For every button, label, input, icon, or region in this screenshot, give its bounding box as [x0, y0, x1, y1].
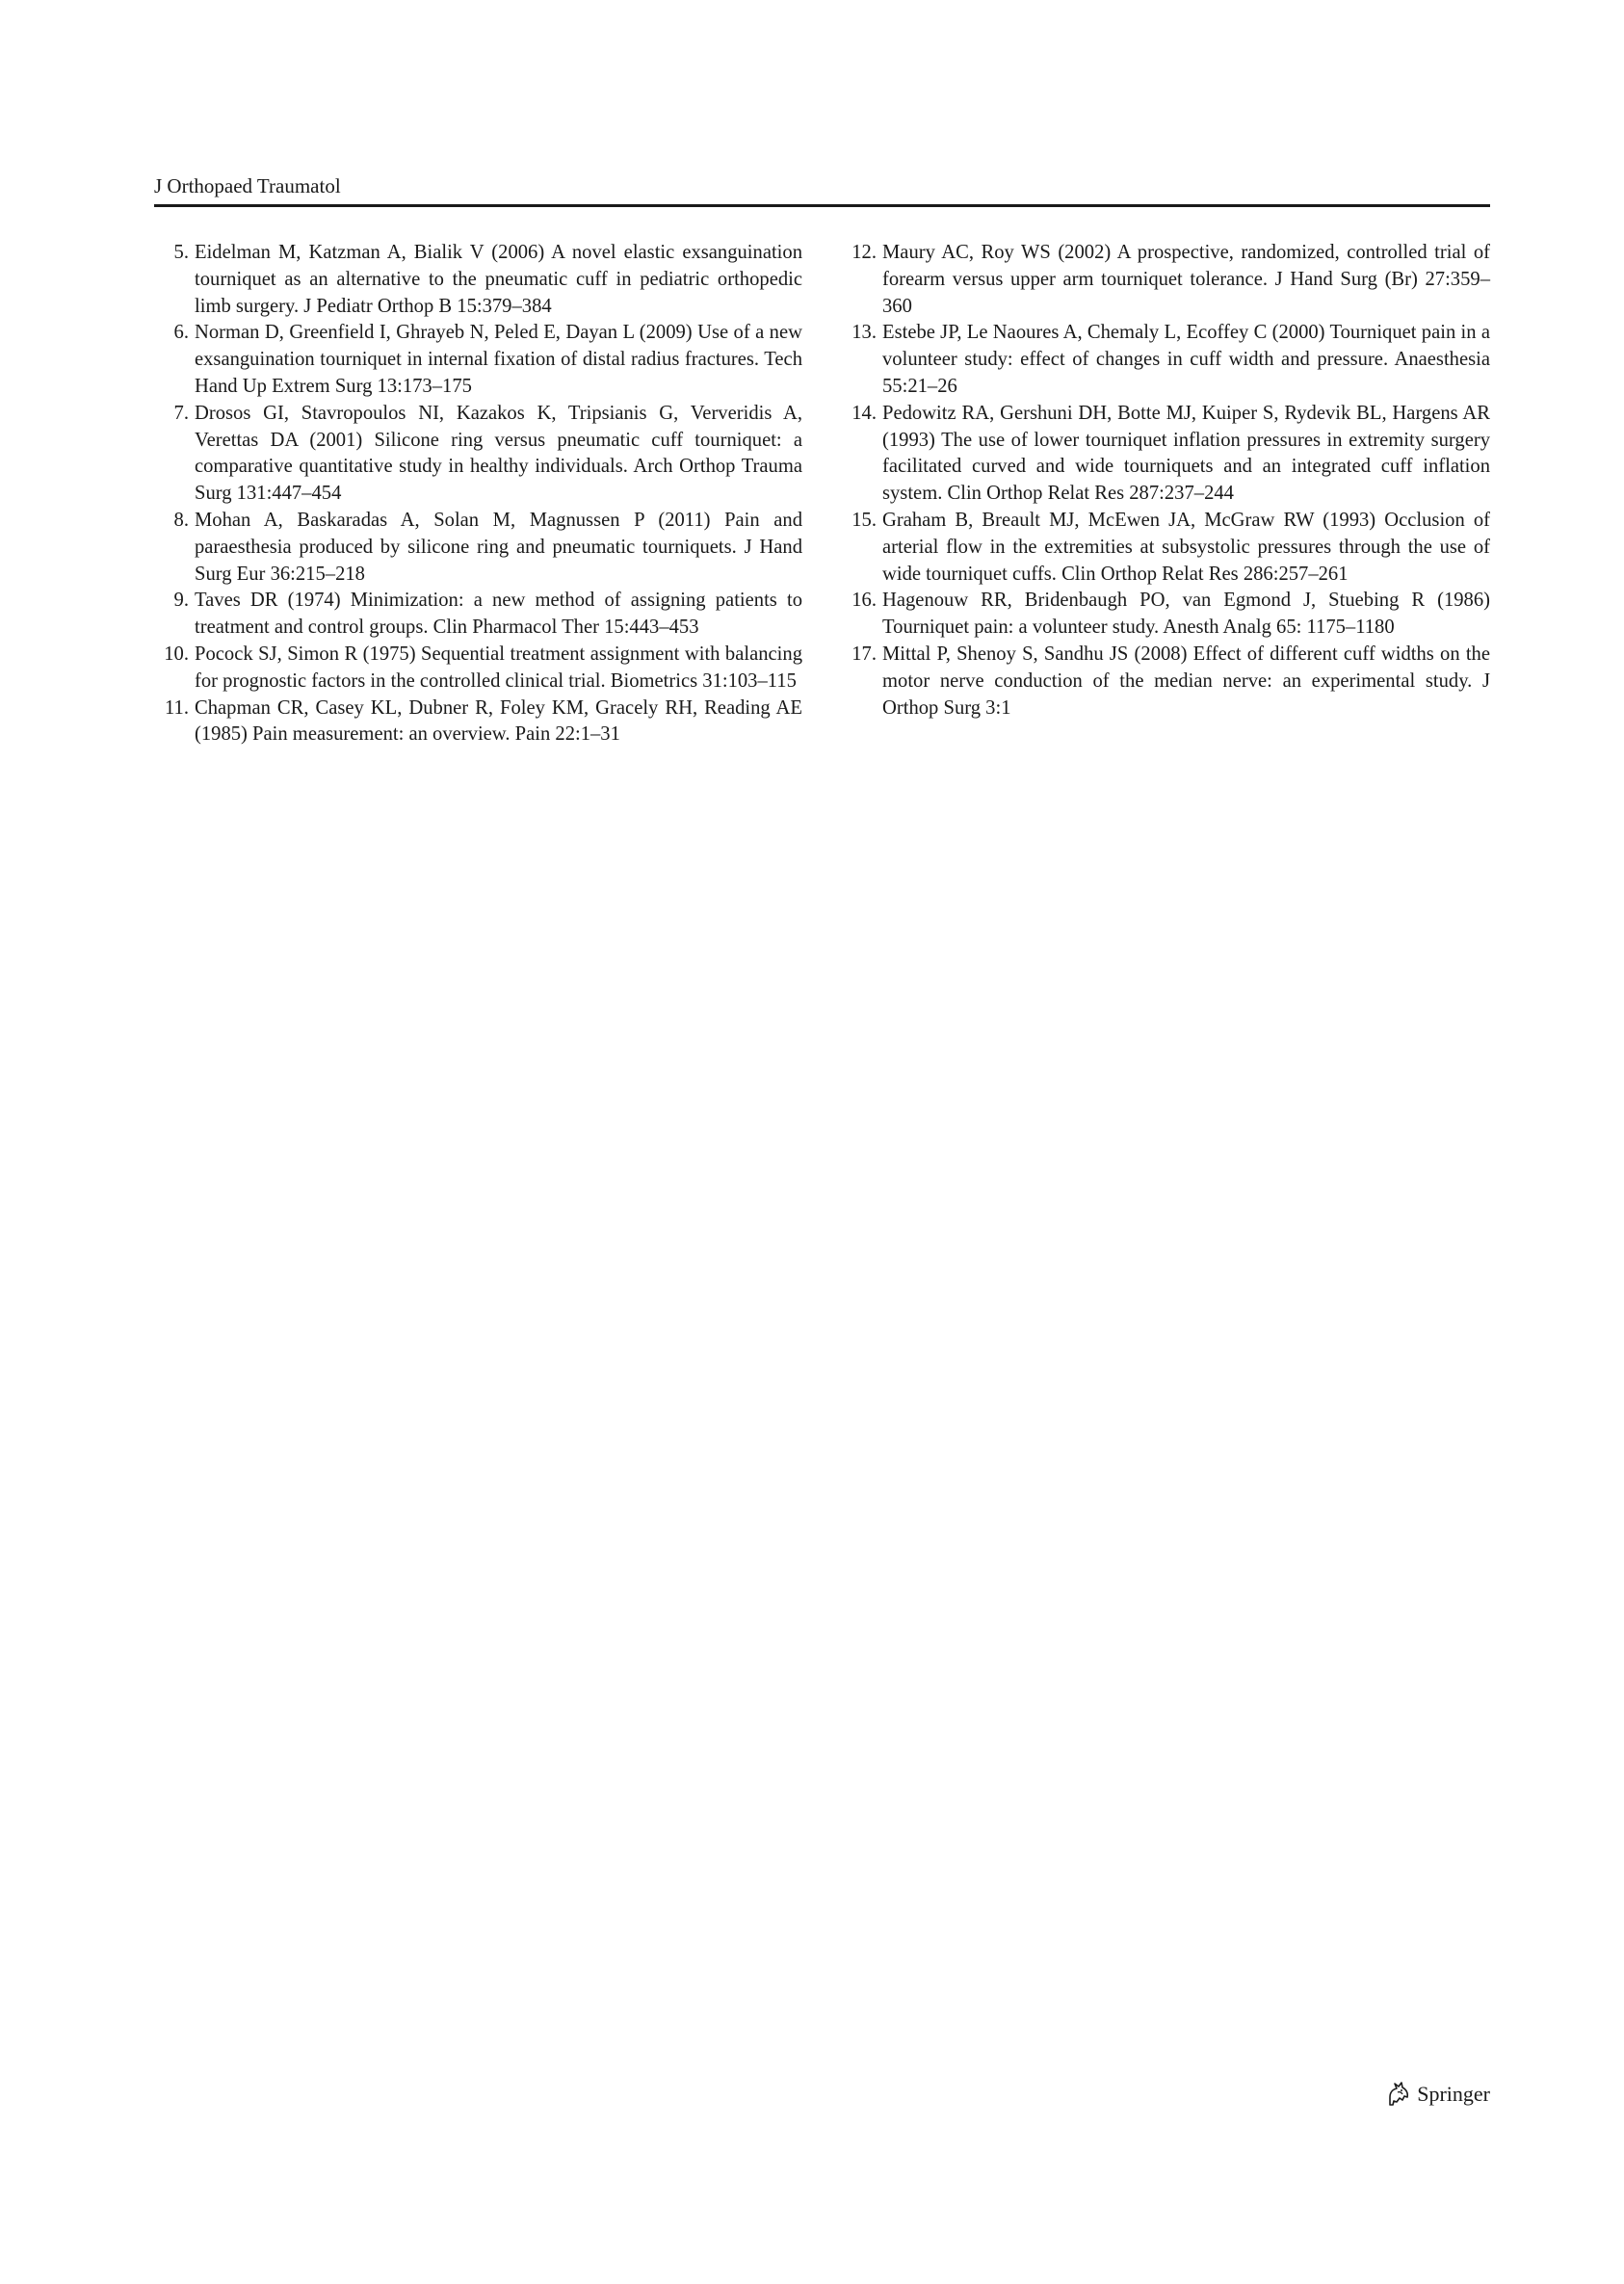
reference-item — [842, 642, 1490, 722]
reference-item — [842, 320, 1490, 400]
reference-number: 9. — [173, 590, 189, 612]
reference-item — [154, 696, 802, 749]
reference-number: 16. — [851, 590, 877, 612]
publisher-footer — [1386, 2081, 1490, 2108]
reference-number: 6. — [173, 322, 189, 344]
reference-item — [154, 642, 802, 696]
reference-number: 7. — [173, 402, 189, 424]
reference-item — [154, 320, 802, 400]
reference-text: Estebe JP, Le Naoures A, Chemaly L, Ecoffey C (2000) Tourniquet pain in a volunteer study: effect of changes in cuff width and pressure. Anaesthesia 55:21–26 — [882, 322, 1490, 397]
reference-number: 13. — [851, 322, 877, 344]
reference-item — [842, 588, 1490, 642]
reference-item — [154, 401, 802, 508]
reference-item — [842, 401, 1490, 508]
reference-text: Hagenouw RR, Bridenbaugh PO, van Egmond J, Stuebing R (1986) Tourniquet pain: a volunteer study. Anesth Analg 65: 1175–1180 — [882, 590, 1490, 639]
references-column-left — [154, 240, 802, 748]
reference-item — [154, 508, 802, 588]
reference-text: Drosos GI, Stavropoulos NI, Kazakos K, Tripsianis G, Ververidis A, Verettas DA (2001) Silicone ring versus pneumatic cuff tourniquet: a comparative quantitative study in healthy individuals. Arch Orthop Trauma Surg 131:447–454 — [195, 402, 802, 505]
reference-number: 15. — [851, 509, 877, 531]
reference-number: 10. — [164, 643, 189, 665]
reference-text: Eidelman M, Katzman A, Bialik V (2006) A novel elastic exsanguination tourniquet as an alternative to the pneumatic cuff in pediatric orthopedic limb surgery. J Pediatr Orthop B 15:379–384 — [195, 242, 802, 317]
reference-item — [842, 240, 1490, 320]
reference-text: Chapman CR, Casey KL, Dubner R, Foley KM, Gracely RH, Reading AE (1985) Pain measurement: an overview. Pain 22:1–31 — [195, 696, 802, 746]
running-head-journal: J Orthopaed Traumatol — [154, 174, 341, 197]
reference-number: 17. — [851, 643, 877, 665]
reference-number: 11. — [165, 696, 189, 719]
reference-text: Mittal P, Shenoy S, Sandhu JS (2008) Effect of different cuff widths on the motor nerve conduction of the median nerve: an experimental study. J Orthop Surg 3:1 — [882, 643, 1490, 719]
reference-number: 12. — [851, 242, 877, 263]
reference-text: Graham B, Breault MJ, McEwen JA, McGraw RW (1993) Occlusion of arterial flow in the extremities at subsystolic pressures through the use of wide tourniquet cuffs. Clin Orthop Relat Res 286:257–261 — [882, 509, 1490, 585]
reference-text: Pocock SJ, Simon R (1975) Sequential treatment assignment with balancing for prognostic factors in the controlled clinical trial. Biometrics 31:103–115 — [195, 643, 802, 692]
publisher-name: Springer — [1417, 2082, 1490, 2106]
references-column-right — [842, 240, 1490, 722]
reference-text: Pedowitz RA, Gershuni DH, Botte MJ, Kuiper S, Rydevik BL, Hargens AR (1993) The use of lower tourniquet inflation pressures in extremity surgery facilitated curved and wide tourniquets and an integrated cuff inflation system. Clin Orthop Relat Res 287:237–244 — [882, 402, 1490, 505]
reference-item — [154, 588, 802, 642]
reference-text: Maury AC, Roy WS (2002) A prospective, randomized, controlled trial of forearm versus upper arm tourniquet tolerance. J Hand Surg (Br) 27:359–360 — [882, 242, 1490, 317]
reference-text: Mohan A, Baskaradas A, Solan M, Magnussen P (2011) Pain and paraesthesia produced by silicone ring and pneumatic tourniquets. J Hand Surg Eur 36:215–218 — [195, 509, 802, 585]
reference-text: Norman D, Greenfield I, Ghrayeb N, Peled E, Dayan L (2009) Use of a new exsanguination tourniquet in internal fixation of distal radius fractures. Tech Hand Up Extrem Surg 13:173–175 — [195, 322, 802, 397]
reference-text: Taves DR (1974) Minimization: a new method of assigning patients to treatment and control groups. Clin Pharmacol Ther 15:443–453 — [195, 590, 802, 639]
reference-number: 5. — [173, 242, 189, 263]
springer-horse-icon — [1386, 2081, 1411, 2108]
reference-item — [842, 508, 1490, 588]
reference-item — [154, 240, 802, 320]
reference-number: 14. — [851, 402, 877, 424]
reference-number: 8. — [173, 509, 189, 531]
header-rule — [154, 204, 1490, 207]
